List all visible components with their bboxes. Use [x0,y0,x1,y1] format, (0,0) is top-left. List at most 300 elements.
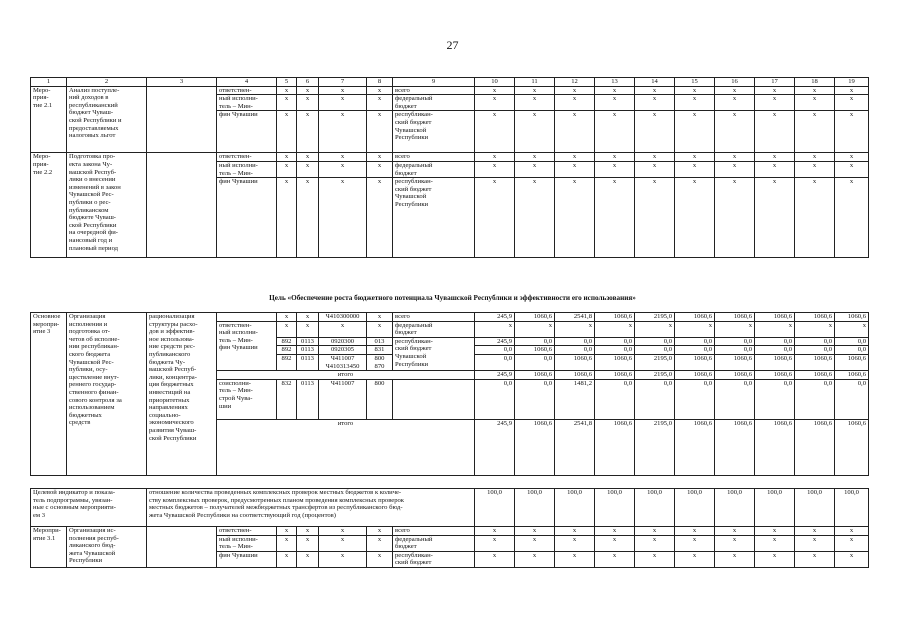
value-cell: x [795,178,835,258]
code-cell: x [319,153,367,162]
value-cell: x [755,111,795,153]
text-line: ский бюджет [395,185,432,193]
value-cell: x [755,527,795,536]
indicator-row [31,489,869,527]
code-rz: 0113 [297,354,319,370]
value-cell: x [555,86,595,95]
value-cell: x [835,178,869,258]
value-cell: 1060,6 [755,354,795,370]
value-cell: x [635,95,675,111]
text-line: ственного финан- [69,388,119,396]
header-cell: 17 [755,78,795,87]
code-csr: Ч410300000 [319,313,367,322]
value-cell: x [635,161,675,177]
code-rz: 0113 [297,379,319,419]
code-rz: x [297,313,319,322]
value-cell: x [595,178,635,258]
text-line: сового контроля за [69,396,122,404]
text-line: федеральный [395,321,433,329]
text-line: всего [395,527,410,534]
indicator-value: 100,0 [475,489,515,527]
source-cell [393,527,475,536]
value-cell: x [715,535,755,551]
code-csr: 0920305 [319,346,367,355]
value-cell: 0,0 [755,337,795,346]
text-line: тель – Мин- [219,169,253,177]
text-line: ской Республики и [69,116,122,124]
text-line: прия- [33,94,49,102]
text-line: Основное [33,313,61,320]
code-cell: x [277,153,297,162]
text-line: ция бюджетных [149,381,194,389]
value-cell: x [475,178,515,258]
text-line: инвестиций на [149,388,191,396]
value-cell: x [595,535,635,551]
value-cell: 1060,6 [595,419,635,475]
code-cell: x [319,95,367,111]
value-cell: 0,0 [795,337,835,346]
value-cell: 0,0 [715,379,755,419]
value-cell: x [755,535,795,551]
responsible-cell [217,551,277,567]
value-cell: x [555,535,595,551]
value-cell: x [795,153,835,162]
value-cell: 1060,6 [515,346,555,355]
value-cell: 0,0 [795,346,835,355]
code-cell: x [297,551,319,567]
text-line: меропри- [33,320,60,328]
text-line: Республики [395,134,429,142]
code-cell: x [319,551,367,567]
text-line: Чувашской [395,352,427,360]
value-cell: x [715,321,755,337]
text-line: ский бюджет [395,345,432,353]
indicator-value: 100,0 [595,489,635,527]
text-line: ный исполни- [219,535,258,543]
code-vr: 800 [367,379,393,419]
code-cell: x [367,178,393,258]
value-cell: x [795,527,835,536]
value-cell: x [515,527,555,536]
value-cell: x [835,535,869,551]
indicator-value: 100,0 [715,489,755,527]
code-rz: x [297,321,319,337]
value-cell: x [475,535,515,551]
text-line: четов об исполне- [69,335,120,343]
text-line: ные с основным мероприяти- [33,504,116,512]
value-cell: x [755,95,795,111]
code-cell: x [319,161,367,177]
text-line: 800 [374,354,385,362]
value-cell: x [795,321,835,337]
text-line: использованием [69,404,115,412]
value-cell: x [675,527,715,536]
responsible-cell [217,321,277,371]
text-line: налоговых льгот [69,132,116,140]
value-cell: x [595,95,635,111]
value-cell: 1060,6 [795,371,835,380]
table-row [31,313,869,322]
value-cell: x [835,321,869,337]
text-line: лики о внесении [69,176,116,184]
value-cell: 0,0 [595,379,635,419]
value-cell: x [715,527,755,536]
text-line: ской Республики [69,221,117,229]
subtotal-label: итого [217,371,475,380]
text-line: бюджет [395,102,417,110]
value-cell: x [595,551,635,567]
value-cell: 1060,6 [675,313,715,322]
code-csr: Ч411007 [319,379,367,419]
text-line: республикан- [395,337,433,345]
text-line: ский бюджет [395,118,432,126]
value-cell: x [595,527,635,536]
text-line: Чувашской [395,193,427,201]
goal-cell [147,527,217,568]
value-cell: x [475,111,515,153]
text-line: всего [395,313,410,320]
value-cell: x [715,161,755,177]
value-cell: x [515,161,555,177]
responsible-cell [217,379,277,419]
responsible-cell [217,178,277,258]
value-cell: 0,0 [515,354,555,370]
value-cell: x [755,161,795,177]
value-cell: x [675,161,715,177]
text-line: ем 3 [33,511,46,519]
text-line: бюджетных [69,411,102,419]
value-cell: x [675,95,715,111]
value-cell: x [475,86,515,95]
text-line: бюджет Чуваш- [69,109,114,117]
value-cell: x [555,178,595,258]
value-cell: 1060,6 [715,313,755,322]
measure-text [67,527,147,568]
value-cell: 0,0 [595,337,635,346]
text-line: Меро- [33,153,51,161]
code-grbs: 832 [277,379,297,419]
code-grbs: x [277,321,297,337]
value-cell: x [675,178,715,258]
code-cell: x [367,535,393,551]
value-cell: x [555,111,595,153]
header-cell: 15 [675,78,715,87]
value-cell: x [835,527,869,536]
source-cell [393,379,475,419]
indicator-value: 100,0 [675,489,715,527]
value-cell: 1060,6 [755,419,795,475]
header-cell: 4 [217,78,277,87]
page-number: 27 [446,38,459,52]
code-cell: x [367,527,393,536]
value-cell: x [515,95,555,111]
value-cell: x [755,178,795,258]
code-cell: x [297,178,319,258]
table-row [31,153,869,162]
text-line: фин Чувашии [219,344,258,352]
value-cell: x [555,527,595,536]
text-line: 870 [374,362,385,370]
measure-text [67,313,147,476]
code-cell: x [277,95,297,111]
value-cell: x [595,86,635,95]
value-cell: x [755,86,795,95]
value-cell: x [555,95,595,111]
text-line: предоставляемых [69,124,119,132]
text-line: республикан- [395,178,433,186]
value-cell: 1060,6 [515,419,555,475]
code-cell: x [319,527,367,536]
value-cell: x [635,111,675,153]
code-cell: x [277,86,297,95]
value-cell: 0,0 [755,346,795,355]
value-cell: 0,0 [475,354,515,370]
value-cell: 0,0 [555,337,595,346]
source-cell [393,337,475,370]
value-cell: 1060,6 [835,371,869,380]
value-cell: x [555,161,595,177]
source-cell [393,95,475,111]
text-line: отношение количества проведенных комплексных проверок местных бюджетов к количе- [149,489,402,496]
value-cell: x [715,95,755,111]
value-cell: 1060,6 [795,419,835,475]
value-cell: 1060,6 [555,354,595,370]
code-grbs: 892 [277,354,297,370]
text-line: плановый период [69,244,119,252]
text-line: тие 2.1 [33,101,53,109]
measure-label [31,313,67,476]
code-cell: x [367,161,393,177]
value-cell: 245,9 [475,419,515,475]
measure-label [31,527,67,568]
code-csr [319,354,367,370]
code-cell: x [297,535,319,551]
indicator-value: 100,0 [835,489,869,527]
goal-cell [147,86,217,153]
value-cell: 0,0 [835,337,869,346]
code-cell: x [367,551,393,567]
value-cell: x [595,153,635,162]
text-line: публиканского [149,350,191,358]
indicator-value: 100,0 [555,489,595,527]
header-cell: 5 [277,78,297,87]
goal-heading: Цель «Обеспечение роста бюджетного потенциала Чувашской Республики и эффективности его использования» [269,294,636,302]
code-csr: 0920300 [319,337,367,346]
text-line: реннего государ- [69,381,117,389]
text-line: публики, осу- [69,366,108,374]
text-line: ский бюджет [395,559,432,567]
text-line: ству комплексных проверок, предусмотренных планом проведения комплексных проверок [149,496,405,504]
code-vr: 831 [367,346,393,355]
value-cell: 245,9 [475,371,515,380]
text-line: Республики [395,360,429,368]
value-cell: x [795,86,835,95]
code-cell: x [277,178,297,258]
text-line: жета Чувашской Республики на соответствующий год (процентов) [149,511,336,519]
value-cell: x [515,551,555,567]
value-cell: x [755,153,795,162]
value-cell: x [475,161,515,177]
text-line: бюджет [395,543,417,551]
text-line: бюджете Чуваш- [69,214,116,222]
measure-text [67,86,147,153]
text-line: ный исполни- [219,95,258,103]
value-cell: 1060,6 [675,371,715,380]
value-cell: x [675,321,715,337]
value-cell: x [595,161,635,177]
value-cell: x [475,153,515,162]
text-line: исполнения и [69,320,108,328]
text-line: республикан- [395,111,433,119]
value-cell: 1060,6 [835,313,869,322]
value-cell: x [675,111,715,153]
code-grbs: x [277,313,297,322]
code-rz: 0113 [297,346,319,355]
value-cell: 245,9 [475,313,515,322]
value-cell: x [515,111,555,153]
header-cell: 8 [367,78,393,87]
text-line: тель – Мин- [219,336,253,344]
text-line: Чувашской Рес- [69,191,114,199]
value-cell: 1060,6 [835,419,869,475]
value-cell: 0,0 [635,346,675,355]
code-cell: x [297,86,319,95]
value-cell: 0,0 [835,346,869,355]
value-cell: 0,0 [555,346,595,355]
text-line: Чувашской [395,126,427,134]
table-row [31,527,869,536]
indicator-value: 100,0 [515,489,555,527]
code-grbs: 892 [277,346,297,355]
code-cell: x [297,111,319,153]
value-cell: 0,0 [635,337,675,346]
text-line: нансовый год и [69,236,113,244]
text-line: Меро- [33,86,51,94]
value-cell: 0,0 [475,346,515,355]
code-cell: x [319,535,367,551]
text-line: местных бюджетов – получателей межбюджетных трансфертов из республиканского бюд- [149,504,403,512]
value-cell: x [795,161,835,177]
text-line: Чувашской Рес- [69,358,114,366]
text-line: всего [395,86,410,94]
value-cell: 0,0 [795,379,835,419]
value-cell: x [595,111,635,153]
code-cell: x [367,153,393,162]
header-cell: 10 [475,78,515,87]
value-cell: x [715,551,755,567]
value-cell: 0,0 [675,379,715,419]
value-cell: x [795,551,835,567]
value-cell: x [515,535,555,551]
value-cell: x [755,551,795,567]
text-line: ликанского бюд- [69,542,116,550]
value-cell: 0,0 [595,346,635,355]
code-grbs: 892 [277,337,297,346]
value-cell: x [635,153,675,162]
value-cell: 2195,0 [635,419,675,475]
source-cell [393,321,475,337]
text-line: ное использова- [149,335,194,343]
text-line: федеральный [395,535,433,543]
text-line: федеральный [395,161,433,169]
value-cell: 1481,2 [555,379,595,419]
code-cell: x [277,551,297,567]
indicator-value: 100,0 [795,489,835,527]
text-line: бюджета Чу- [149,358,186,366]
code-cell: x [277,111,297,153]
code-cell: x [277,527,297,536]
value-cell: x [635,535,675,551]
text-line: бюджет [395,329,417,337]
responsible-cell [217,95,277,111]
text-line: Подготовка про- [69,153,116,161]
header-cell: 18 [795,78,835,87]
header-cell: 3 [147,78,217,87]
value-cell: 1060,6 [715,371,755,380]
value-cell: x [835,86,869,95]
measure-text [67,153,147,258]
text-line: средств [69,419,91,427]
text-line: всего [395,153,410,161]
value-cell: x [795,535,835,551]
indicator-value: 100,0 [755,489,795,527]
responsible-cell [217,313,277,322]
text-line: рационализация [149,313,195,320]
value-cell: x [595,321,635,337]
text-line: нии республикан- [69,343,120,351]
text-line: Организация [69,313,106,320]
value-cell: x [515,86,555,95]
text-line: ный исполни- [219,161,258,169]
value-cell: x [635,86,675,95]
text-line: тель – Мин- [219,543,253,551]
text-line: бюджет [395,169,417,177]
value-cell: 1060,6 [835,354,869,370]
value-cell: x [835,95,869,111]
source-cell [393,153,475,162]
source-cell [393,313,475,322]
value-cell: 245,9 [475,337,515,346]
value-cell: 2195,0 [635,354,675,370]
code-cell: x [367,95,393,111]
value-cell: x [835,161,869,177]
value-cell: x [635,321,675,337]
code-cell: x [297,153,319,162]
program-table-om3 [30,312,869,476]
value-cell: 1060,6 [755,313,795,322]
value-cell: x [635,551,675,567]
header-cell: 6 [297,78,319,87]
code-cell: x [367,111,393,153]
measure-label [31,86,67,153]
responsible-cell [217,535,277,551]
text-line: Республики [69,557,103,565]
header-cell: 13 [595,78,635,87]
program-table-bottom [30,488,869,568]
text-line: Ч410313450 [325,362,360,370]
text-line: лики, концентра- [149,373,197,381]
code-cell: x [367,86,393,95]
value-cell: 1060,6 [515,371,555,380]
value-cell: 2195,0 [635,313,675,322]
total-label: итого [217,419,475,475]
goal-cell [147,153,217,258]
code-rz: 0113 [297,337,319,346]
value-cell: 0,0 [475,379,515,419]
header-cell: 12 [555,78,595,87]
value-cell: x [515,178,555,258]
value-cell: x [475,95,515,111]
